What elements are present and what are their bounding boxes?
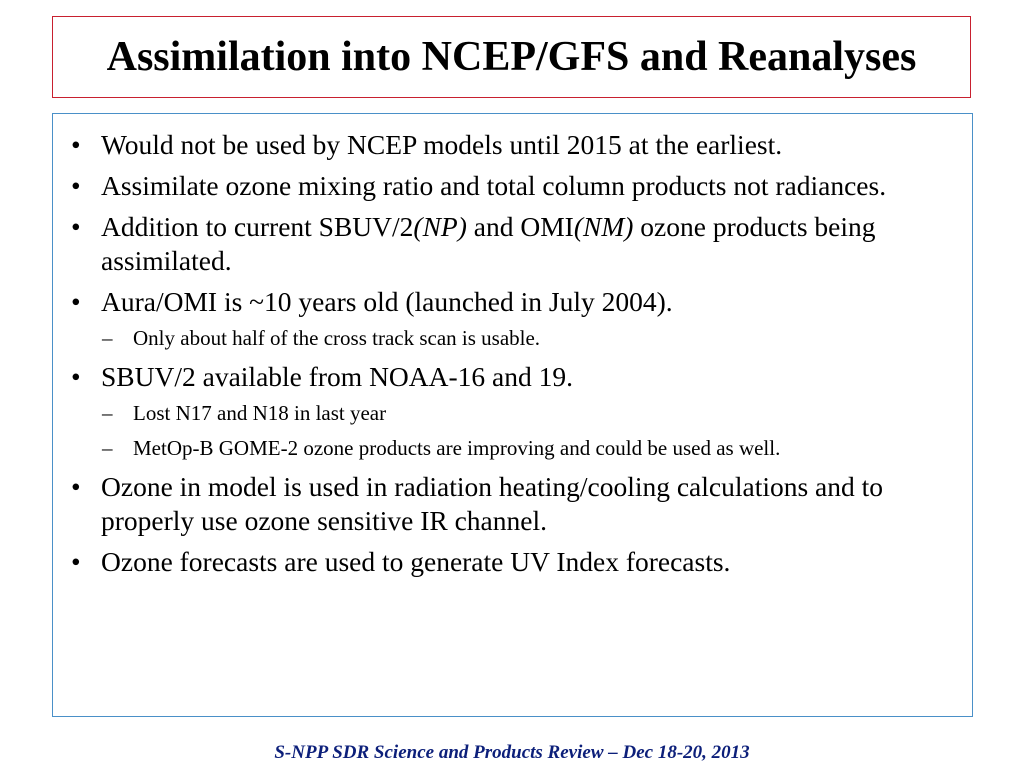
bullet-marker: • <box>71 170 81 201</box>
bullet-item <box>69 169 960 203</box>
bullet-item <box>69 210 960 278</box>
bullet-item <box>69 285 960 352</box>
bullet-text: SBUV/2 available from NOAA-16 and 19. <box>101 361 573 392</box>
bullet-text-part: Addition to current SBUV/2 <box>101 211 414 242</box>
bullet-marker: • <box>71 471 81 502</box>
bullet-marker: • <box>71 546 81 577</box>
slide-title: Assimilation into NCEP/GFS and Reanalyses <box>106 34 917 80</box>
bullet-marker: • <box>71 129 81 160</box>
bullet-text-italic: (NM) <box>573 211 634 242</box>
bullet-text: Assimilate ozone mixing ratio and total column products not radiances. <box>101 170 887 201</box>
bullet-marker: • <box>71 361 81 392</box>
sub-bullet-marker: – <box>102 326 113 350</box>
bullet-text: Aura/OMI is ~10 years old (launched in July 2004). <box>101 286 673 317</box>
bullet-text: Ozone forecasts are used to generate UV Index forecasts. <box>101 546 731 577</box>
bullet-text: Ozone in model is used in radiation heating/cooling calculations and to properly use ozone sensitive IR channel. <box>101 471 884 536</box>
footer-text: S-NPP SDR Science and Products Review – Dec 18-20, 2013 <box>274 742 750 763</box>
bullet-marker: • <box>71 286 81 317</box>
bullet-item <box>69 470 960 538</box>
bullet-text: Would not be used by NCEP models until 2015 at the earliest. <box>101 129 783 160</box>
sub-bullet-text: Only about half of the cross track scan is usable. <box>133 326 541 350</box>
sub-bullet-list <box>101 325 960 352</box>
bullet-item <box>69 545 960 579</box>
sub-bullet-marker: – <box>102 401 113 425</box>
sub-bullet-marker: – <box>102 436 113 460</box>
bullet-text-part: and OMI <box>466 211 574 242</box>
bullet-item <box>69 360 960 462</box>
sub-bullet-item <box>88 325 960 352</box>
bullet-text <box>101 211 876 276</box>
bullet-item <box>69 128 960 162</box>
sub-bullet-text: MetOp-B GOME-2 ozone products are improving and could be used as well. <box>133 436 781 460</box>
bullet-list <box>69 128 960 579</box>
bullet-text-italic: (NP) <box>413 211 467 242</box>
sub-bullet-item <box>88 435 960 462</box>
sub-bullet-list <box>101 400 960 462</box>
content-box <box>52 113 973 717</box>
bullet-marker: • <box>71 211 81 242</box>
bullet-text-part: ozone products being assimilated. <box>101 211 876 276</box>
title-box <box>52 16 971 98</box>
sub-bullet-text: Lost N17 and N18 in last year <box>133 401 387 425</box>
sub-bullet-item <box>88 400 960 427</box>
